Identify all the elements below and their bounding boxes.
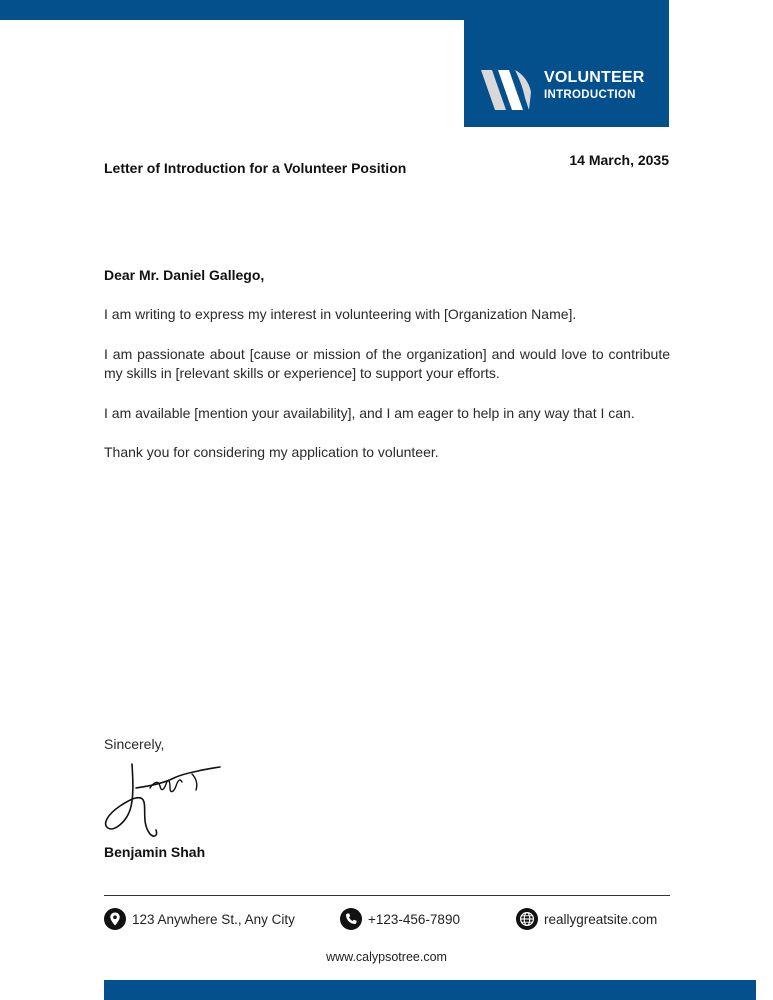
contact-address	[104, 908, 295, 930]
logo-mark-icon	[479, 68, 541, 112]
logo-line-1: VOLUNTEER	[544, 69, 645, 86]
document-title: Letter of Introduction for a Volunteer Position	[104, 160, 407, 176]
signer-name: Benjamin Shah	[104, 844, 206, 860]
phone-icon	[340, 908, 362, 930]
address-text: 123 Anywhere St., Any City	[132, 911, 295, 927]
logo-box	[464, 20, 669, 127]
salutation: Dear Mr. Daniel Gallego,	[104, 267, 265, 283]
logo-line-2: INTRODUCTION	[544, 89, 636, 101]
signature-image	[100, 758, 225, 840]
body-paragraph-3: I am available [mention your availability], and I am eager to help in any way that I can.	[104, 404, 635, 421]
body-paragraph-2: I am passionate about [cause or mission of the organization] and would love to contribute my skills in [relevant skills or experience] to support your efforts.	[104, 345, 670, 381]
bottom-accent-bar	[104, 980, 756, 1000]
location-pin-icon	[104, 908, 126, 930]
letter-date: 14 March, 2035	[569, 152, 669, 168]
globe-icon	[516, 908, 538, 930]
top-accent-bar	[0, 0, 669, 20]
closing: Sincerely,	[104, 736, 165, 752]
letter-body	[104, 305, 670, 483]
contact-phone	[340, 908, 460, 930]
site-text: reallygreatsite.com	[544, 911, 658, 927]
body-paragraph-1: I am writing to express my interest in volunteering with [Organization Name].	[104, 306, 577, 322]
phone-text: +123-456-7890	[368, 911, 460, 927]
contact-site	[516, 908, 657, 930]
body-paragraph-4: Thank you for considering my application to volunteer.	[104, 444, 439, 460]
website-url[interactable]: www.calypsotree.com	[326, 950, 447, 964]
footer-divider	[104, 895, 670, 896]
logo-text	[544, 70, 644, 102]
